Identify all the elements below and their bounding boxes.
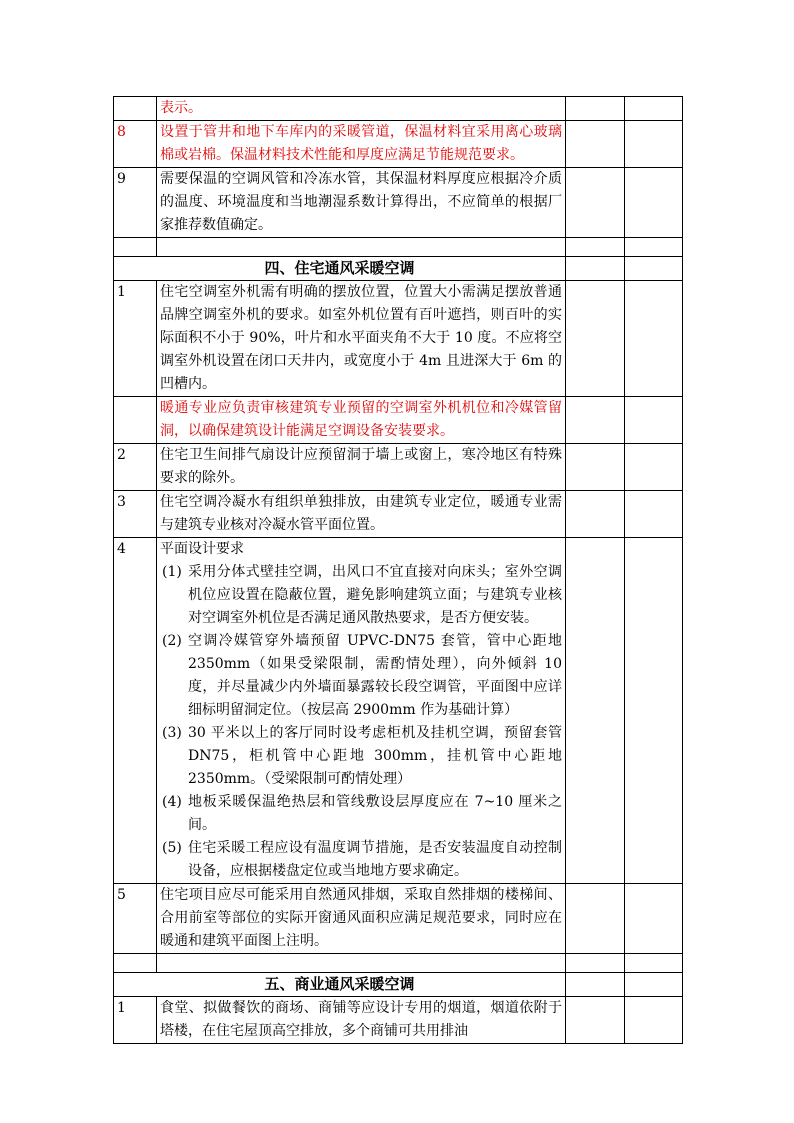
sub-item-index: (4)	[162, 794, 182, 810]
item-text	[157, 538, 566, 884]
table-row	[114, 97, 683, 121]
sub-item	[160, 791, 562, 837]
sub-item	[160, 837, 562, 883]
check-cell	[566, 973, 625, 997]
item-number	[114, 238, 157, 257]
sub-item-text: 30 平米以上的客厅同时设考虑柜机及挂机空调，预留套管 DN75，柜机管中心距地 300mm，挂机管中心距地 2350mm。（受梁限制可酌情处理）	[188, 725, 562, 787]
item-number: 2	[114, 444, 157, 491]
item-number: 9	[114, 168, 157, 238]
section-title: 五、商业通风采暖空调	[114, 973, 566, 997]
sub-item-text: 住宅采暖工程应设有温度调节措施，是否安装温度自动控制设备，应根据楼盘定位或当地地方要求确定。	[188, 840, 562, 879]
check-cell	[566, 997, 625, 1044]
remark-cell	[625, 238, 683, 257]
remark-cell	[625, 121, 683, 168]
table-row	[114, 121, 683, 168]
check-cell	[566, 97, 625, 121]
check-cell	[566, 168, 625, 238]
check-cell	[566, 281, 625, 397]
sub-item	[160, 561, 562, 630]
check-cell	[566, 954, 625, 973]
remark-cell	[625, 884, 683, 954]
check-cell	[566, 444, 625, 491]
section-title: 四、住宅通风采暖空调	[114, 257, 566, 281]
table-row	[114, 997, 683, 1044]
remark-cell	[625, 397, 683, 444]
item-text: 住宅空调室外机需有明确的摆放位置，位置大小需满足摆放普通品牌空调室外机的要求。如室外机位置有百叶遮挡，则百叶的实际面积不小于 90%，叶片和水平面夹角不大于 10 度。不应将空调室外机设置在闭口天井内，或宽度小于 4m 且进深大于 6m 的凹槽内。	[157, 281, 566, 397]
item-text: 食堂、拟做餐饮的商场、商铺等应设计专用的烟道，烟道依附于塔楼，在住宅屋顶高空排放，多个商铺可共用排油	[157, 997, 566, 1044]
item-text: 暖通专业应负责审核建筑专业预留的空调室外机机位和冷媒管留洞，以确保建筑设计能满足空调设备安装要求。	[157, 397, 566, 444]
remark-cell	[625, 973, 683, 997]
check-cell	[566, 257, 625, 281]
item-text	[157, 238, 566, 257]
blank-row	[114, 238, 683, 257]
remark-cell	[625, 168, 683, 238]
table-row	[114, 491, 683, 538]
item-text: 住宅卫生间排气扇设计应预留洞于墙上或窗上，寒冷地区有特殊要求的除外。	[157, 444, 566, 491]
item-heading: 平面设计要求	[160, 541, 244, 557]
sub-item-text: 空调冷媒管穿外墙预留 UPVC-DN75 套管，管中心距地 2350mm（如果受梁限制，需酌情处理），向外倾斜 10 度，并尽量减少内外墙面暴露较长段空调管，平面图中应详细标明留洞定位。（按层高 2900mm 作为基础计算）	[188, 633, 562, 718]
sub-item-index: (1)	[162, 564, 182, 580]
review-checklist-table	[113, 96, 683, 1044]
table-row	[114, 884, 683, 954]
remark-cell	[625, 997, 683, 1044]
table-row	[114, 397, 683, 444]
item-text	[157, 954, 566, 973]
table-row	[114, 538, 683, 884]
check-cell	[566, 121, 625, 168]
sub-item-index: (2)	[162, 633, 182, 649]
remark-cell	[625, 444, 683, 491]
item-number	[114, 954, 157, 973]
sub-item-index: (5)	[162, 840, 182, 856]
blank-row	[114, 954, 683, 973]
remark-cell	[625, 954, 683, 973]
item-text: 住宅项目应尽可能采用自然通风排烟，采取自然排烟的楼梯间、合用前室等部位的实际开窗通风面积应满足规范要求，同时应在暖通和建筑平面图上注明。	[157, 884, 566, 954]
item-number: 8	[114, 121, 157, 168]
remark-cell	[625, 491, 683, 538]
sub-item	[160, 722, 562, 791]
table-row	[114, 281, 683, 397]
table-row	[114, 444, 683, 491]
remark-cell	[625, 281, 683, 397]
item-text: 表示。	[157, 97, 566, 121]
item-text: 设置于管井和地下车库内的采暖管道，保温材料宜采用离心玻璃棉或岩棉。保温材料技术性能和厚度应满足节能规范要求。	[157, 121, 566, 168]
check-cell	[566, 491, 625, 538]
item-number: 3	[114, 491, 157, 538]
remark-cell	[625, 257, 683, 281]
remark-cell	[625, 97, 683, 121]
section-header-row	[114, 973, 683, 997]
check-cell	[566, 538, 625, 884]
item-text: 需要保温的空调风管和冷冻水管，其保温材料厚度应根据冷介质的温度、环境温度和当地潮湿系数计算得出，不应简单的根据厂家推荐数值确定。	[157, 168, 566, 238]
sub-item-text: 采用分体式壁挂空调，出风口不宜直接对向床头；室外空调机位应设置在隐蔽位置，避免影响建筑立面；与建筑专业核对空调室外机位是否满足通风散热要求，是否方便安装。	[188, 564, 562, 626]
item-number: 5	[114, 884, 157, 954]
sub-item	[160, 630, 562, 722]
item-text: 住宅空调冷凝水有组织单独排放，由建筑专业定位，暖通专业需与建筑专业核对冷凝水管平面位置。	[157, 491, 566, 538]
remark-cell	[625, 538, 683, 884]
table-row	[114, 168, 683, 238]
item-number	[114, 397, 157, 444]
item-number: 4	[114, 538, 157, 884]
section-header-row	[114, 257, 683, 281]
sub-item-index: (3)	[162, 725, 182, 741]
item-number	[114, 97, 157, 121]
sub-item-text: 地板采暖保温绝热层和管线敷设层厚度应在 7~10 厘米之间。	[188, 794, 562, 833]
check-cell	[566, 238, 625, 257]
check-cell	[566, 397, 625, 444]
item-number: 1	[114, 997, 157, 1044]
check-cell	[566, 884, 625, 954]
item-number: 1	[114, 281, 157, 397]
